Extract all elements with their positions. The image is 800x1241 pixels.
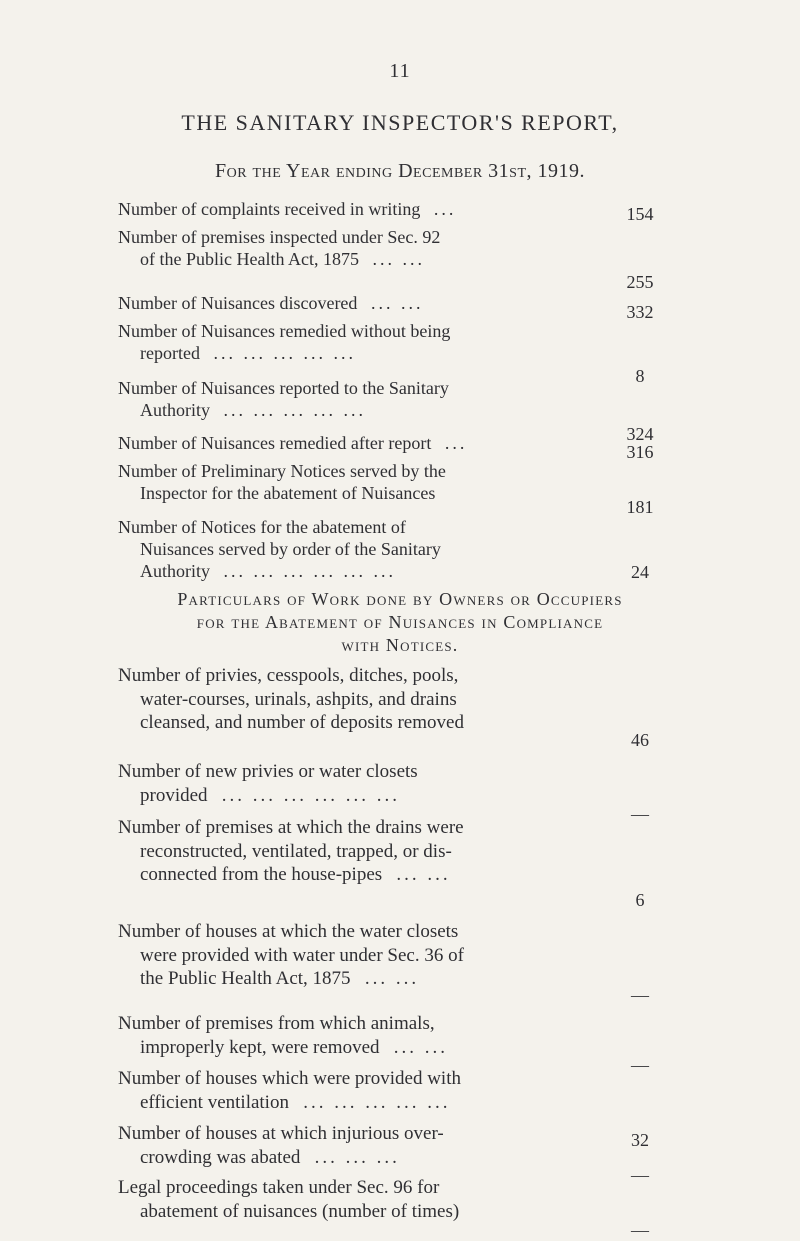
page-number: 11 [389,60,411,82]
entry-text-line [118,688,588,712]
work-entry [118,816,588,887]
statistic-value: 154 [626,204,654,224]
statistic-value: 181 [626,497,654,517]
entry-text-line [118,1200,588,1224]
entry-text: Number of Nuisances reported to the Sanitary [118,378,449,398]
entry-text: efficient ventilation [140,1091,289,1113]
entry-text-line [118,1146,588,1170]
statistic-value: 255 [626,272,654,292]
section-heading-particulars [0,588,800,657]
entry-text-line [118,516,588,538]
entry-text-line [118,711,588,735]
entry-text: Number of privies, cesspools, ditches, pools, [118,665,459,686]
entry-text-line [118,967,588,991]
entry-text: Number of Nuisances remedied after report [118,433,432,453]
entry-text: improperly kept, were removed [140,1036,380,1058]
entry-text-line [118,760,588,784]
leader-dots: ... ... ... ... ... [303,1091,451,1113]
leader-dots: ... [444,433,468,453]
statistic-entry [118,460,588,504]
entry-text: Authority [140,400,210,420]
entry-text: the Public Health Act, 1875 [140,968,351,989]
leader-dots: ... ... ... ... ... [213,343,356,363]
entry-text: Number of premises from which animals, [118,1013,435,1034]
work-value: — [631,1165,649,1185]
report-subtitle: For the Year ending December 31st, 1919. [214,160,586,182]
statistic-entry [118,377,588,421]
entry-text: water-courses, urinals, ashpits, and drains [140,688,457,710]
entry-text: were provided with water under Sec. 36 of [140,944,464,966]
entry-text: Number of premises at which the drains were [118,817,464,838]
work-value: 46 [631,730,649,750]
entry-text: Number of complaints received in writing [118,199,421,219]
entry-text: Number of Notices for the abatement of [118,517,406,537]
entry-text-line [118,460,588,482]
work-value: — [631,1055,649,1075]
entry-text-line [118,1176,588,1200]
statistic-value: 324 [626,424,654,444]
entry-text-line [118,863,588,887]
entry-text-line [118,1067,588,1091]
report-title: THE SANITARY INSPECTOR'S REPORT, [181,110,619,135]
statistic-value: 24 [631,562,649,582]
work-value: 32 [631,1130,649,1150]
entry-text: Authority [140,561,210,581]
entry-text-line [118,944,588,968]
entry-text-line [118,664,588,688]
entry-text: Number of Nuisances remedied without being [118,321,451,341]
leader-dots: ... ... [370,293,424,313]
entry-text-line [118,432,588,454]
statistic-entry [118,226,588,270]
entry-text: connected from the house-pipes [140,864,383,885]
work-value: — [631,1220,649,1240]
entry-text-line [118,920,588,944]
work-value: — [631,804,649,824]
entry-text-line [118,226,588,248]
entry-text: provided [140,784,208,806]
statistic-value: 332 [626,302,654,322]
leader-dots: ... ... ... ... ... [223,400,366,420]
entry-text-line [118,248,588,270]
entry-text-line [118,1012,588,1036]
entry-text: Number of new privies or water closets [118,761,418,782]
entry-text: Nuisances served by order of the Sanitary [140,539,441,559]
work-entry [118,1176,588,1223]
statistic-value: 8 [635,366,645,386]
leader-dots: ... ... [364,968,420,989]
entry-text: reconstructed, ventilated, trapped, or dis- [140,840,452,862]
entry-text-line [118,1036,588,1060]
entry-text: Number of Preliminary Notices served by the [118,461,446,481]
work-entry [118,1012,588,1059]
work-entry [118,1122,588,1169]
entry-text: of the Public Health Act, 1875 [140,249,359,269]
entry-text: cleansed, and number of deposits removed [140,712,464,733]
leader-dots: ... [433,199,457,219]
entry-text: Legal proceedings taken under Sec. 96 for [118,1177,440,1198]
entry-text: Number of premises inspected under Sec. 92 [118,227,441,247]
entry-text: crowding was abated [140,1146,301,1168]
entry-text: abatement of nuisances (number of times) [140,1200,460,1222]
statistic-entry [118,432,588,454]
work-value: — [631,985,649,1005]
entry-text-line [118,1122,588,1146]
entry-text-line [118,816,588,840]
work-entry [118,760,588,807]
entry-text: Number of houses at which injurious over- [118,1123,444,1144]
work-entry [118,1067,588,1114]
entry-text: Number of houses at which the water closets [118,921,459,942]
entry-text-line [118,1091,588,1115]
leader-dots: ... ... [372,249,425,269]
entry-text: Number of houses which were provided with [118,1068,461,1089]
leader-dots: ... ... [396,864,451,885]
entry-text-line [118,560,588,582]
heading-line: for the Abatement of Nuisances in Compliance [196,612,604,632]
statistic-entry [118,198,588,220]
statistic-value: 316 [626,442,654,462]
work-entry [118,664,588,735]
entry-text-line [118,198,588,220]
entry-text-line [118,342,588,364]
statistic-entry [118,320,588,364]
entry-text-line [118,538,588,560]
entry-text: reported [140,343,200,363]
heading-line: with Notices. [341,635,459,655]
entry-text: Inspector for the abatement of Nuisances [140,483,436,503]
entry-text: Number of Nuisances discovered [118,293,358,313]
leader-dots: ... ... ... ... ... ... [223,561,396,581]
entry-text-line [118,482,588,504]
entry-text-line [118,377,588,399]
leader-dots: ... ... ... ... ... ... [221,784,401,806]
entry-text-line [118,292,588,314]
entry-text-line [118,320,588,342]
heading-line: Particulars of Work done by Owners or Occupiers [177,589,623,609]
work-entry [118,920,588,991]
statistic-entry [118,292,588,314]
entry-text-line [118,840,588,864]
entry-text-line [118,784,588,808]
leader-dots: ... ... ... [314,1146,400,1168]
statistic-entry [118,516,588,582]
leader-dots: ... ... [393,1036,449,1058]
work-value: 6 [635,890,645,910]
entry-text-line [118,399,588,421]
